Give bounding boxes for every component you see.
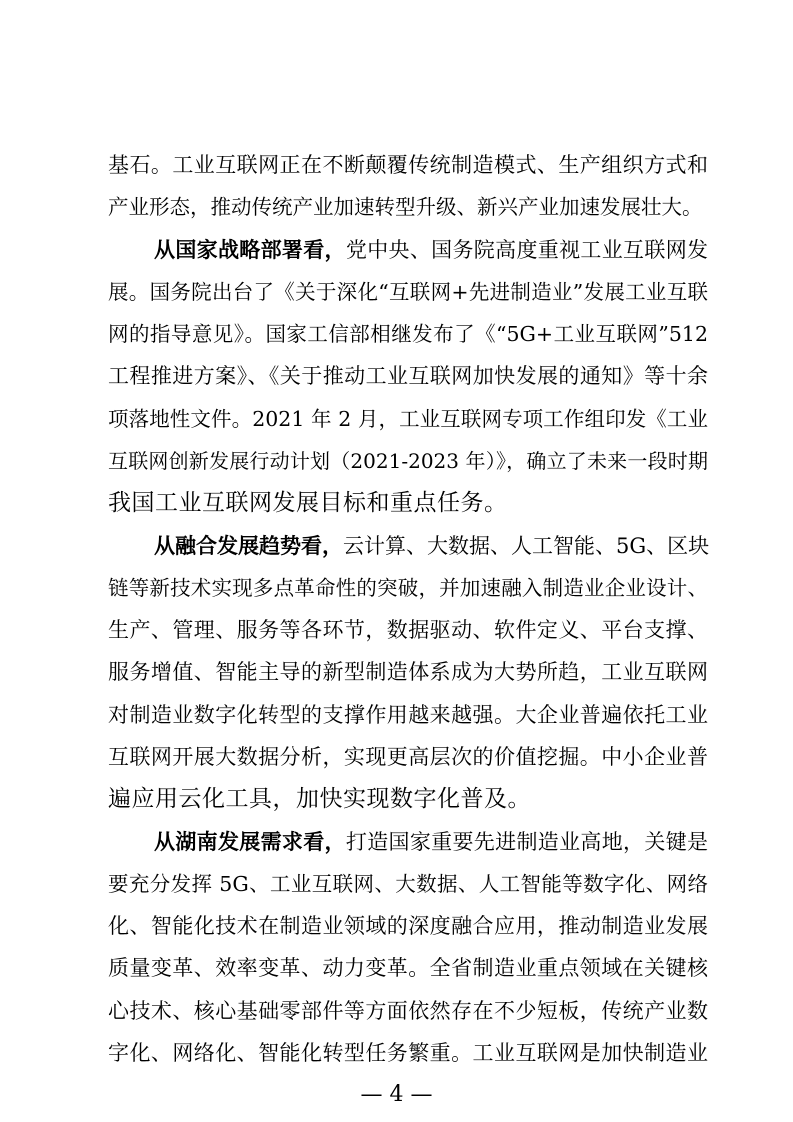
paragraph-text: 党中央、国务院高度重视工业互联网发 xyxy=(345,238,709,262)
paragraph-line: 服务增值、智能主导的新型制造体系成为大势所趋，工业互联网 xyxy=(108,660,708,684)
paragraph-line: 要充分发挥 5G、工业互联网、大数据、人工智能等数字化、网络 xyxy=(108,872,708,896)
paragraph-line: 产业形态，推动传统产业加速转型升级、新兴产业加速发展壮大。 xyxy=(108,195,703,219)
paragraph-line: 遍应用云化工具，加快实现数字化普及。 xyxy=(108,786,531,812)
paragraph-line: 项落地性文件。2021 年 2 月，工业互联网专项工作组印发《工业 xyxy=(108,407,708,431)
paragraph-line: 字化、网络化、智能化转型任务繁重。工业互联网是加快制造业 xyxy=(108,1041,708,1065)
paragraph-line: 质量变革、效率变革、动力变革。全省制造业重点领域在关键核 xyxy=(108,956,708,980)
paragraph-first-line xyxy=(154,232,708,268)
paragraph-lead: 从湖南发展需求看， xyxy=(154,830,346,854)
paragraph-first-line xyxy=(154,528,708,564)
paragraph-line: 生产、管理、服务等各环节，数据驱动、软件定义、平台支撑、 xyxy=(108,618,708,642)
paragraph-line: 工程推进方案》、《关于推动工业互联网加快发展的通知》等十余 xyxy=(108,364,708,388)
paragraph-text: 云计算、大数据、人工智能、5G、区块 xyxy=(343,534,710,558)
paragraph-first-line xyxy=(154,824,708,860)
paragraph-line: 心技术、核心基础零部件等方面依然存在不少短板，传统产业数 xyxy=(108,999,708,1023)
paragraph-line: 互联网开展大数据分析，实现更高层次的价值挖掘。中小企业普 xyxy=(108,745,708,769)
paragraph-line: 化、智能化技术在制造业领域的深度融合应用，推动制造业发展 xyxy=(108,914,708,938)
paragraph-line: 链等新技术实现多点革命性的突破，并加速融入制造业企业设计、 xyxy=(108,576,708,600)
paragraph-line: 我国工业互联网发展目标和重点任务。 xyxy=(108,490,508,516)
paragraph-lead: 从融合发展趋势看， xyxy=(154,534,343,558)
paragraph-line: 对制造业数字化转型的支撑作用越来越强。大企业普遍依托工业 xyxy=(108,703,708,727)
paragraph-line: 展。国务院出台了《关于深化“互联网+先进制造业”发展工业互联 xyxy=(108,280,708,304)
paragraph-text: 打造国家重要先进制造业高地，关键是 xyxy=(345,830,709,854)
paragraph-line: 基石。工业互联网正在不断颠覆传统制造模式、生产组织方式和 xyxy=(108,153,708,177)
paragraph-line: 网的指导意见》。国家工信部相继发布了《“5G+工业互联网”512 xyxy=(108,322,708,346)
page-number: — 4 — xyxy=(360,1082,433,1107)
paragraph-lead: 从国家战略部署看， xyxy=(154,238,346,262)
paragraph-line: 互联网创新发展行动计划（2021-2023 年）》，确立了未来一段时期 xyxy=(108,449,708,473)
